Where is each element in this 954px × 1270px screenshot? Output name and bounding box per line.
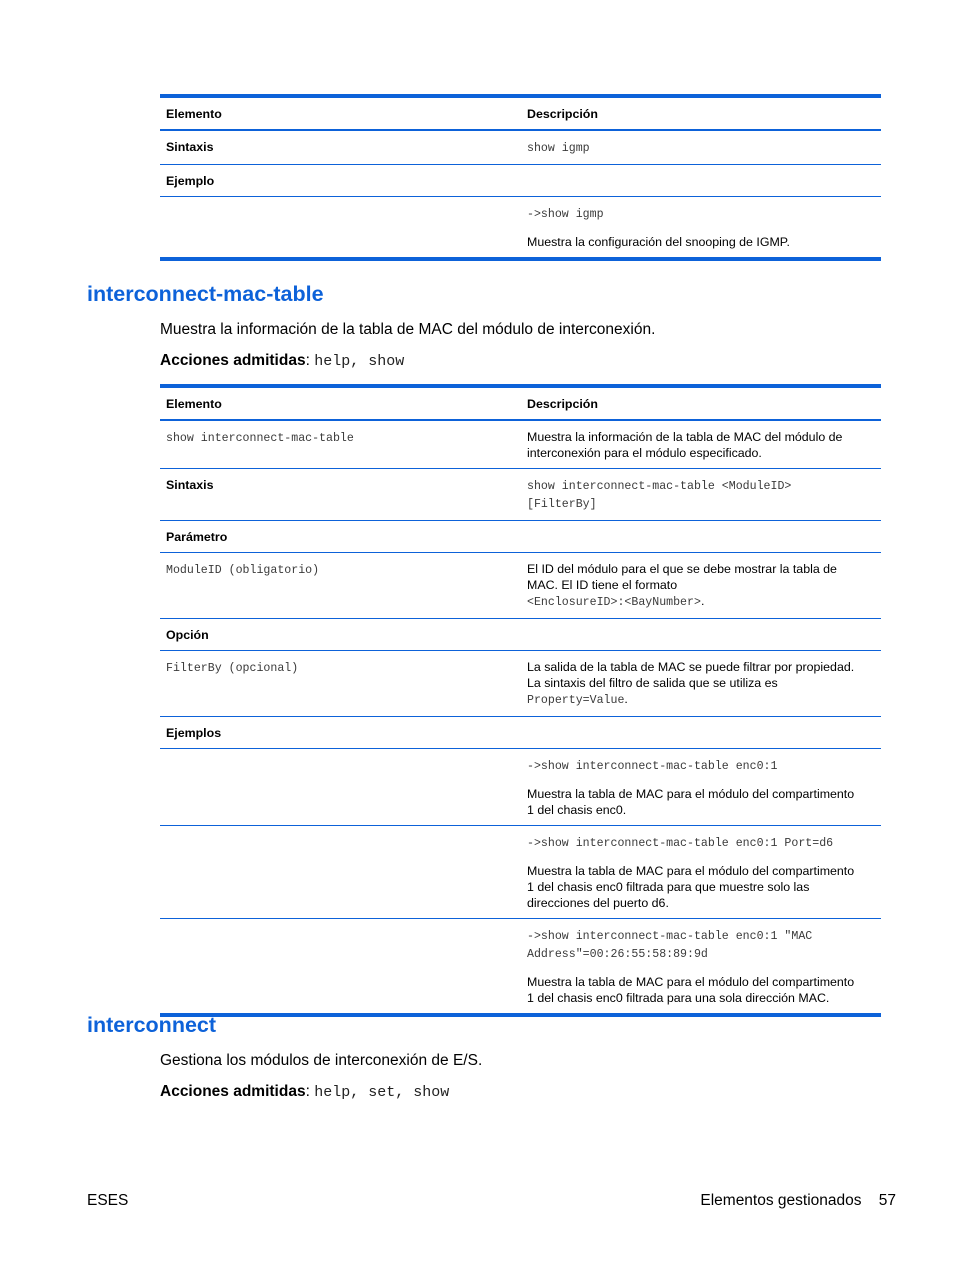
table-row (160, 521, 881, 553)
row-description: Muestra la información de la tabla de MAC del módulo de interconexión para el módulo especificado. (527, 430, 843, 460)
actions-label: Acciones admitidas (160, 1083, 306, 1100)
option-code: FilterBy (opcional) (166, 662, 299, 675)
command-code: show interconnect-mac-table (166, 432, 354, 445)
table-row (160, 619, 881, 651)
actions-list: help, set, show (314, 1084, 450, 1101)
table-row (160, 749, 881, 826)
example-code: ->show interconnect-mac-table enc0:1 (527, 760, 778, 773)
section-intro: Muestra la información de la tabla de MAC del módulo de interconexión. (160, 321, 656, 338)
igmp-table (160, 94, 881, 261)
header-elemento: Elemento (166, 107, 222, 121)
example-code: ->show igmp (527, 208, 604, 221)
row-label: Sintaxis (166, 478, 214, 492)
section-title: interconnect (87, 1013, 217, 1037)
header-elemento: Elemento (166, 397, 222, 411)
table-row (160, 469, 881, 521)
table-row (160, 165, 881, 197)
footer-section: Elementos gestionados (700, 1192, 862, 1209)
supported-actions: Acciones admitidas: help, show (160, 352, 405, 370)
example-description: Muestra la tabla de MAC para el módulo del compartimento 1 del chasis enc0 filtrada para que muestre solo las direcciones del puerto d6. (527, 864, 855, 910)
syntax-code: show igmp (527, 142, 590, 155)
table-header (160, 98, 881, 131)
table-row (160, 717, 881, 749)
example-description: Muestra la tabla de MAC para el módulo del compartimento 1 del chasis enc0. (527, 787, 855, 817)
table-row (160, 919, 881, 1013)
section-intro: Gestiona los módulos de interconexión de E/S. (160, 1052, 483, 1069)
section-title: interconnect-mac-table (87, 282, 324, 306)
example-description: Muestra la configuración del snooping de IGMP. (527, 235, 790, 249)
page-number: 57 (878, 1192, 896, 1209)
mac-table-table (160, 384, 881, 1017)
actions-list: help, show (314, 353, 405, 370)
example-code: Address"=00:26:55:58:89:9d (527, 948, 708, 961)
table-row (160, 421, 881, 469)
row-label: Ejemplo (166, 174, 215, 188)
syntax-code: [FilterBy] (527, 498, 597, 511)
footer-left: ESES (87, 1192, 129, 1209)
row-label: Sintaxis (166, 140, 214, 154)
table-row: ModuleID (obligatorio) El ID del módulo para el que se debe mostrar la tabla de MAC. El ID tiene el formato <EnclosureID>:<BayNumber>. (160, 553, 881, 619)
row-label: Opción (166, 628, 209, 642)
parameter-code: ModuleID (obligatorio) (166, 564, 320, 577)
row-label: Parámetro (166, 530, 228, 544)
row-label: Ejemplos (166, 726, 222, 740)
table-row (160, 826, 881, 919)
actions-label: Acciones admitidas (160, 352, 306, 369)
example-description: Muestra la tabla de MAC para el módulo del compartimento 1 del chasis enc0 filtrada para una sola dirección MAC. (527, 975, 855, 1005)
footer-right (700, 1192, 896, 1210)
supported-actions: Acciones admitidas: help, set, show (160, 1083, 450, 1101)
table-header (160, 388, 881, 421)
table-row (160, 197, 881, 257)
table-row: FilterBy (opcional) La salida de la tabla de MAC se puede filtrar por propiedad. La sintaxis del filtro de salida que se utiliza es Property=Value. (160, 651, 881, 717)
example-code: ->show interconnect-mac-table enc0:1 Port=d6 (527, 837, 834, 850)
header-descripcion: Descripción (527, 397, 598, 411)
header-descripcion: Descripción (527, 107, 598, 121)
table-row (160, 131, 881, 165)
example-code: ->show interconnect-mac-table enc0:1 "MAC (527, 930, 813, 943)
syntax-code: show interconnect-mac-table <ModuleID> (527, 480, 792, 493)
